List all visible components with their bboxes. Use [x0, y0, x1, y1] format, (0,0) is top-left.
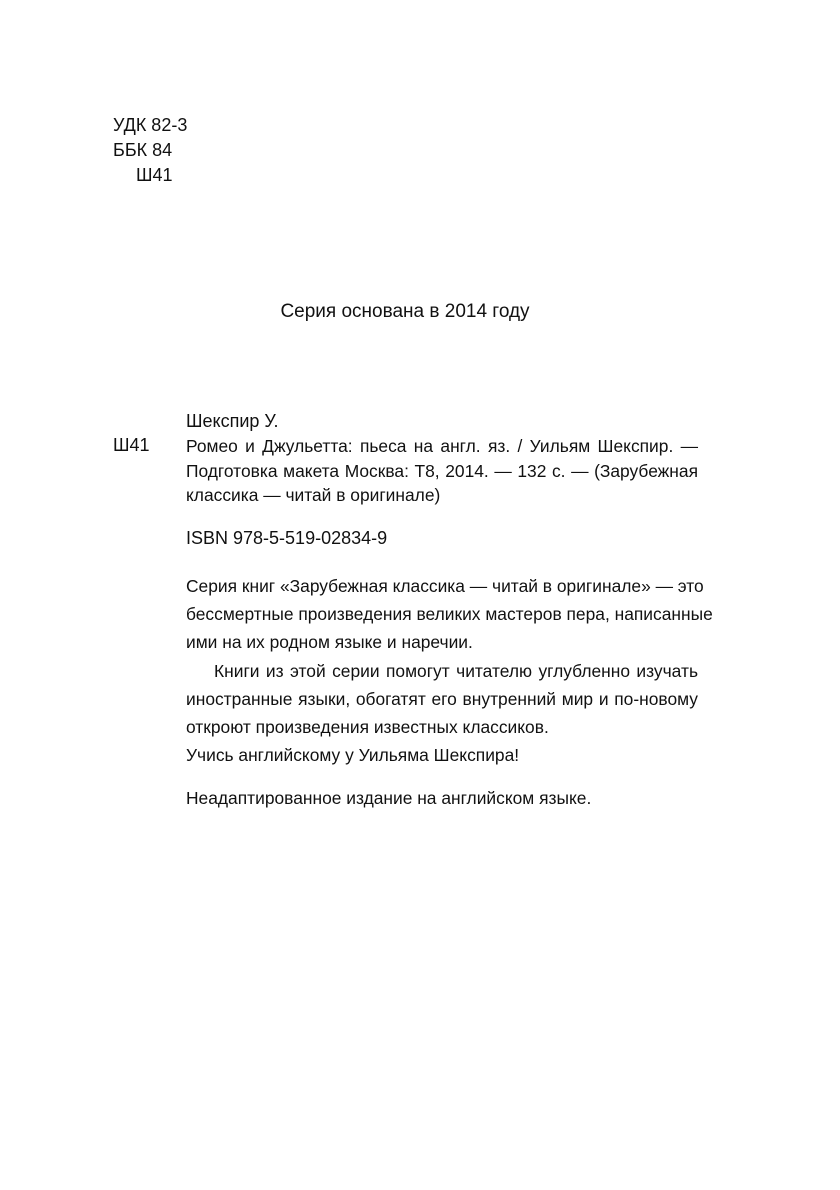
- annotation-line: Книги из этой серии помогут читателю углубленно изучать: [214, 661, 698, 681]
- annotation-line: Серия книг «Зарубежная классика — читай в оригинале» — это: [186, 576, 704, 596]
- entry-description-line: Ромео и Джульетта: пьеса на англ. яз. / Уильям Шекспир. —: [186, 436, 698, 456]
- bbk-code: ББК 84: [113, 140, 173, 160]
- annotation-line: откроют произведения известных классиков.: [186, 717, 549, 737]
- series-founded-note: Серия основана в 2014 году: [280, 301, 530, 322]
- entry-description-line: Подготовка макета Москва: Т8, 2014. — 132 с. — (Зарубежная: [186, 461, 698, 481]
- annotation-line: иностранные языки, обогатят его внутренний мир и по-новому: [186, 689, 698, 709]
- author-mark: Ш41: [136, 165, 173, 185]
- isbn: ISBN 978-5-519-02834-9: [186, 528, 388, 548]
- entry-mark: Ш41: [113, 435, 150, 455]
- slogan: Учись английскому у Уильяма Шекспира!: [186, 745, 520, 765]
- entry-author: Шекспир У.: [186, 411, 279, 431]
- annotation-line: ими на их родном языке и наречии.: [186, 632, 473, 652]
- annotation-line: бессмертные произведения великих мастеров пера, написанные: [186, 604, 713, 624]
- edition-note: Неадаптированное издание на английском языке.: [186, 788, 592, 808]
- udk-code: УДК 82-3: [113, 115, 188, 135]
- entry-description-line: классика — читай в оригинале): [186, 485, 441, 505]
